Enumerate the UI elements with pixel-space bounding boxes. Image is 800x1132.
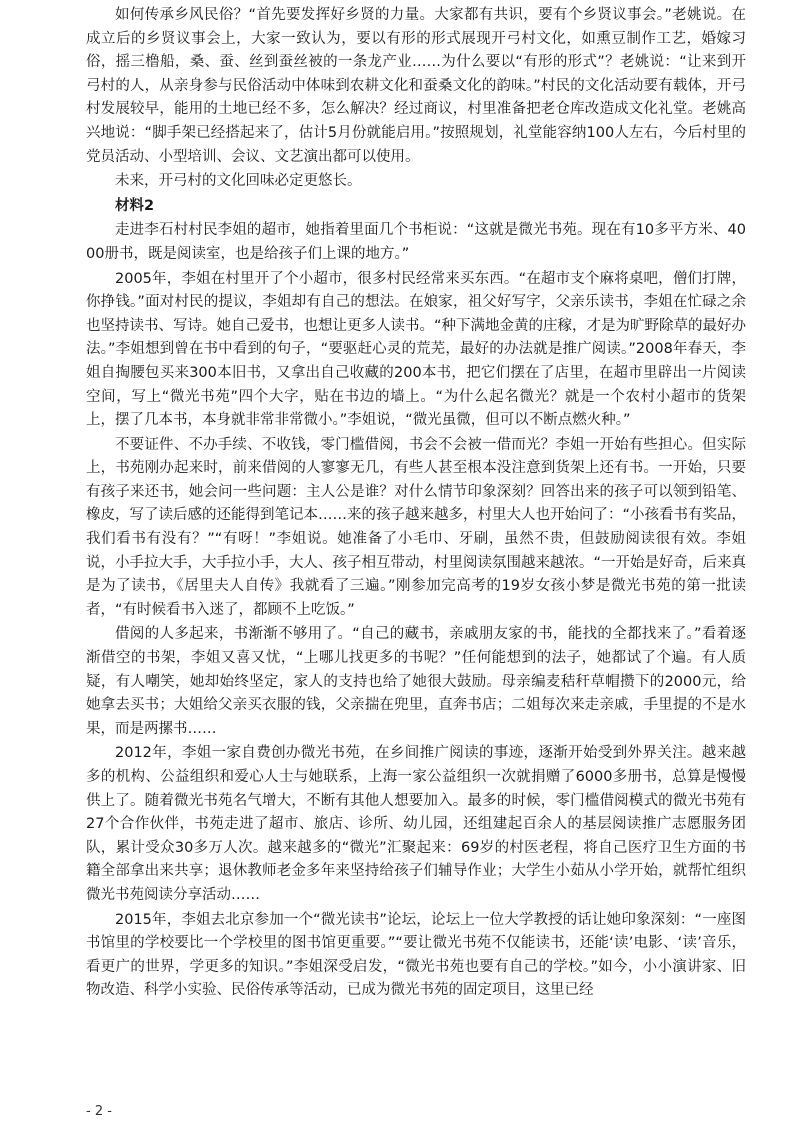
paragraph-enter-supermarket: 走进李石村村民李姐的超市，她指着里面几个书柜说：“这就是微光书苑。现在有10多平方米、4000册书，既是阅读室，也是给孩子们上课的地方。” xyxy=(86,222,746,262)
section-heading-material-2: 材料2 xyxy=(115,197,155,214)
paragraph-2012-expansion: 2012年，李姐一家自费创办微光书苑，在乡间推广阅读的事迹，逐渐开始受到外界关注。越来越多的机构、公益组织和爱心人士与她联系，上海一家公益组织一次就捐赠了6000多册书，总算是慢慢供上了。随着微光书苑名气增大，不断有其他人想要加入。最多的时候，零门槛借阅模式的微光书苑有27个合作伙伴，书苑走进了超市、旅店、诊所、幼儿园，还组建起百余人的基层阅读推广志愿服务团队，累计受众30多万人次。越来越多的“微光”汇聚起来：69岁的村医老程，将自己医疗卫生方面的书籍全部拿出来共享；退休教师老金多年来坚持给孩子们辅导作业；大学生小茹从小学开始，就帮忙组织微光书苑阅读分享活动…… xyxy=(86,745,746,903)
page-number: - 2 - xyxy=(86,1104,112,1119)
document-body xyxy=(86,4,746,1004)
paragraph-2015-forum: 2015年，李姐去北京参加一个“微光读书”论坛，论坛上一位大学教授的话让她印象深刻：“一座图书馆里的学校要比一个学校里的图书馆更重要。”“要让微光书苑不仅能读书，还能‘读’电影、‘读’音乐，看更广的世界，学更多的知识。”李姐深受启发，“微光书苑也要有自己的学校。”如今，小小演讲家、旧物改造、科学小实验、民俗传承等活动，已成为微光书苑的固定项目，这里已经 xyxy=(86,911,746,999)
paragraph-open-borrowing: 不要证件、不办手续、不收钱，零门槛借阅，书会不会被一借而光？李姐一开始有些担心。但实际上，书苑刚办起来时，前来借阅的人寥寥无几，有些人甚至根本没注意到货架上还有书。一开始，只要有孩子来还书，她会问一些问题：主人公是谁？对什么情节印象深刻？回答出来的孩子可以领到铅笔、橡皮，写了读后感的还能得到笔记本……来的孩子越来越多，村里大人也开始问了：“小孩看书有奖品，我们看书有没有？”“有呀！”李姐说。她准备了小毛巾、牙刷，虽然不贵，但鼓励阅读很有效。李姐说，小手拉大手，大手拉小手，大人、孩子相互带动，村里阅读氛围越来越浓。“一开始是好奇，后来真是为了读书，《居里夫人自传》我就看了三遍。”刚参加完高考的19岁女孩小梦是微光书苑的第一批读者，“有时候看书入迷了，都顾不上吃饭。” xyxy=(86,436,747,618)
paragraph-customs-inheritance: 如何传承乡风民俗？“首先要发挥好乡贤的力量。大家都有共识，要有个乡贤议事会。”老姚说。在成立后的乡贤议事会上，大家一致认为，要以有形的形式展现开弓村文化，如熏豆制作工艺，婚嫁习俗，摇三橹船，桑、蚕、丝到蚕丝被的一条龙产业……为什么要以“有形的形式”？老姚说：“让来到开弓村的人，从亲身参与民俗活动中体味到农耕文化和蚕桑文化的韵味。”村民的文化活动要有载体，开弓村发展较早，能用的土地已经不多，怎么解决？经过商议，村里准备把老仓库改造成文化礼堂。老姚高兴地说：“脚手架已经搭起来了，估计5月份就能启用。”按照规划，礼堂能容纳100人左右，今后村里的党员活动、小型培训、会议、文艺演出都可以使用。 xyxy=(86,7,746,165)
paragraph-2005-founding: 2005年，李姐在村里开了个小超市，很多村民经常来买东西。“在超市支个麻将桌吧，僧们打牌，你挣钱。”面对村民的提议，李姐却有自己的想法。在娘家，祖父好写字，父亲乐读书，李姐在忙碌之余也坚持读书、写诗。她自己爱书，也想让更多人读书。“种下满地金黄的庄稼，才是为旷野除草的最好办法。”李姐想到曾在书中看到的句子，“要驱赶心灵的荒芜，最好的办法就是推广阅读。”2008年春天，李姐自掏腰包买来300本旧书，又拿出自己收藏的200本书，把它们摆在了店里，在超市里辟出一片阅读空间，写上“微光书苑”四个大字，贴在书边的墙上。“为什么起名微光？就是一个农村小超市的货架上，摆了几本书，本身就非常非常微小。”李姐说，“微光虽微，但可以不断点燃火种。” xyxy=(86,270,747,429)
paragraph-book-shortage: 借阅的人多起来，书渐渐不够用了。“自己的藏书，亲戚朋友家的书，能找的全都找来了。”看着逐渐借空的书架，李姐又喜又忧，“上哪儿找更多的书呢？”任何能想到的法子，她都试了个遍。有人质疑，有人嘲笑，她却始终坚定，家人的支持也给了她很大鼓励。母亲编麦秸秆草帽攒下的2000元，给她拿去买书；大姐给父亲买衣服的钱，父亲揣在兜里，直奔书店；二姐每次来走亲戚，手里提的不是水果，而是两摞书…… xyxy=(86,626,746,737)
paragraph-future-outlook: 未来，开弓村的文化回味必定更悠长。 xyxy=(115,173,362,190)
